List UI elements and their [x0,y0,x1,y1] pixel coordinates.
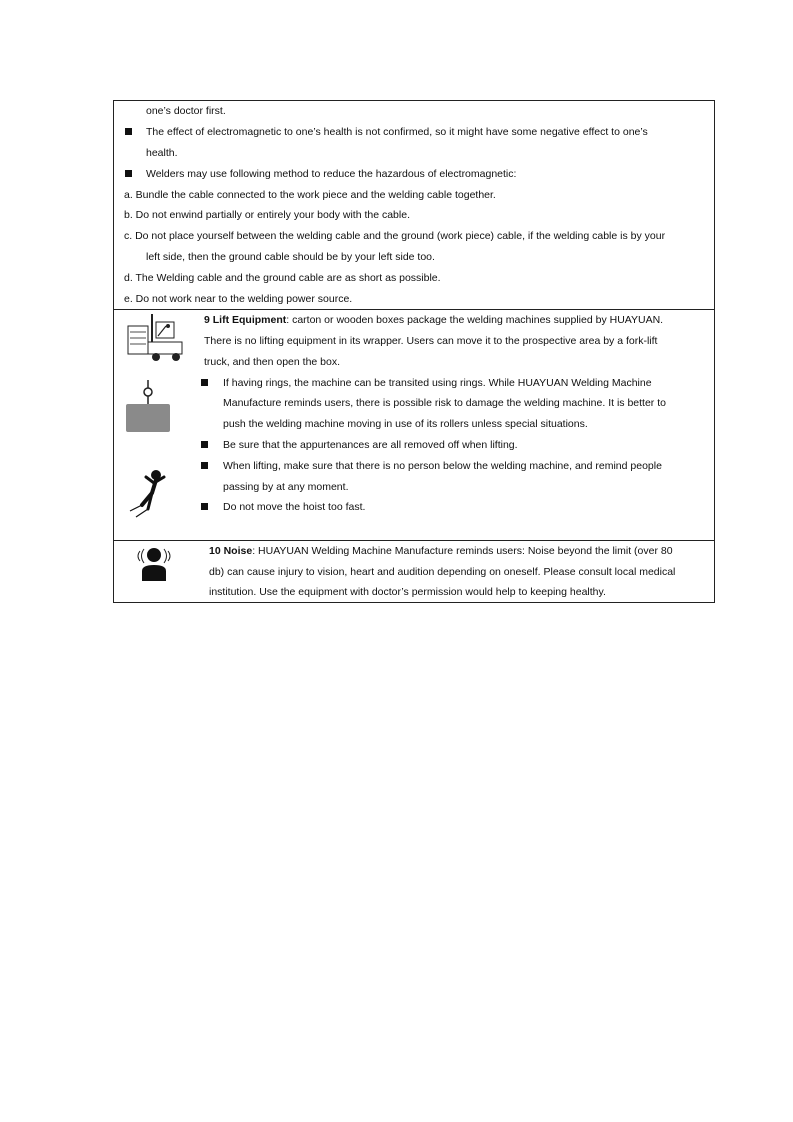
lift-bullet-3b: passing by at any moment. [223,481,349,493]
bullet-marker [125,128,132,135]
lift-heading: 9 Lift Equipment [204,314,287,326]
hoist-ring-icon [124,380,174,436]
lift-intro-line-2: There is no lifting equipment in its wrapper. Users can move it to the prospective area by a fork-lift [204,335,658,347]
em-line-2: health. [146,147,178,159]
noise-person-icon [134,543,174,585]
noise-line-1 [209,544,673,558]
em-line-8: d. The Welding cable and the ground cable are as short as possible. [124,272,441,284]
bullet-marker [201,379,208,386]
lift-bullet-1a: If having rings, the machine can be transited using rings. While HUAYUAN Welding Machine [223,377,652,389]
bullet-marker [125,170,132,177]
lift-bullet-1b: Manufacture reminds users, there is possible risk to damage the welding machine. It is better to [223,397,666,409]
lift-bullet-1c: push the welding machine moving in use of its rollers unless special situations. [223,418,588,430]
em-line-9: e. Do not work near to the welding power source. [124,293,353,305]
em-line-5: b. Do not enwind partially or entirely your body with the cable. [124,209,410,221]
forklift-icon [126,312,186,364]
em-line-0: one’s doctor first. [146,105,226,117]
lift-bullet-4: Do not move the hoist too fast. [223,501,366,513]
lift-bullet-2: Be sure that the appurtenances are all removed off when lifting. [223,439,518,451]
lift-intro-line-1 [204,313,663,327]
bullet-marker [201,462,208,469]
em-line-3: Welders may use following method to reduce the hazardous of electromagnetic: [146,168,517,180]
em-line-7: left side, then the ground cable should be by your left side too. [146,251,435,263]
lift-intro-text: : carton or wooden boxes package the welding machines supplied by HUAYUAN. [286,314,664,326]
lift-bullet-3a: When lifting, make sure that there is no person below the welding machine, and remind people [223,460,662,472]
bullet-marker [201,441,208,448]
noise-line-2: db) can cause injury to vision, heart and audition depending on oneself. Please consult local medical [209,566,676,578]
noise-text: : HUAYUAN Welding Machine Manufacture reminds users: Noise beyond the limit (over 80 [252,545,673,557]
em-line-1: The effect of electromagnetic to one’s health is not confirmed, so it might have some negative effect to one’s [146,126,648,138]
noise-heading: 10 Noise [209,545,253,557]
noise-line-3: institution. Use the equipment with doctor’s permission would help to keeping healthy. [209,586,606,598]
lift-intro-line-3: truck, and then open the box. [204,356,341,368]
em-line-4: a. Bundle the cable connected to the work piece and the welding cable together. [124,189,496,201]
bullet-marker [201,503,208,510]
falling-person-icon [112,465,184,521]
em-line-6: c. Do not place yourself between the welding cable and the ground (work piece) cable, if the welding cable is by your [124,230,666,242]
